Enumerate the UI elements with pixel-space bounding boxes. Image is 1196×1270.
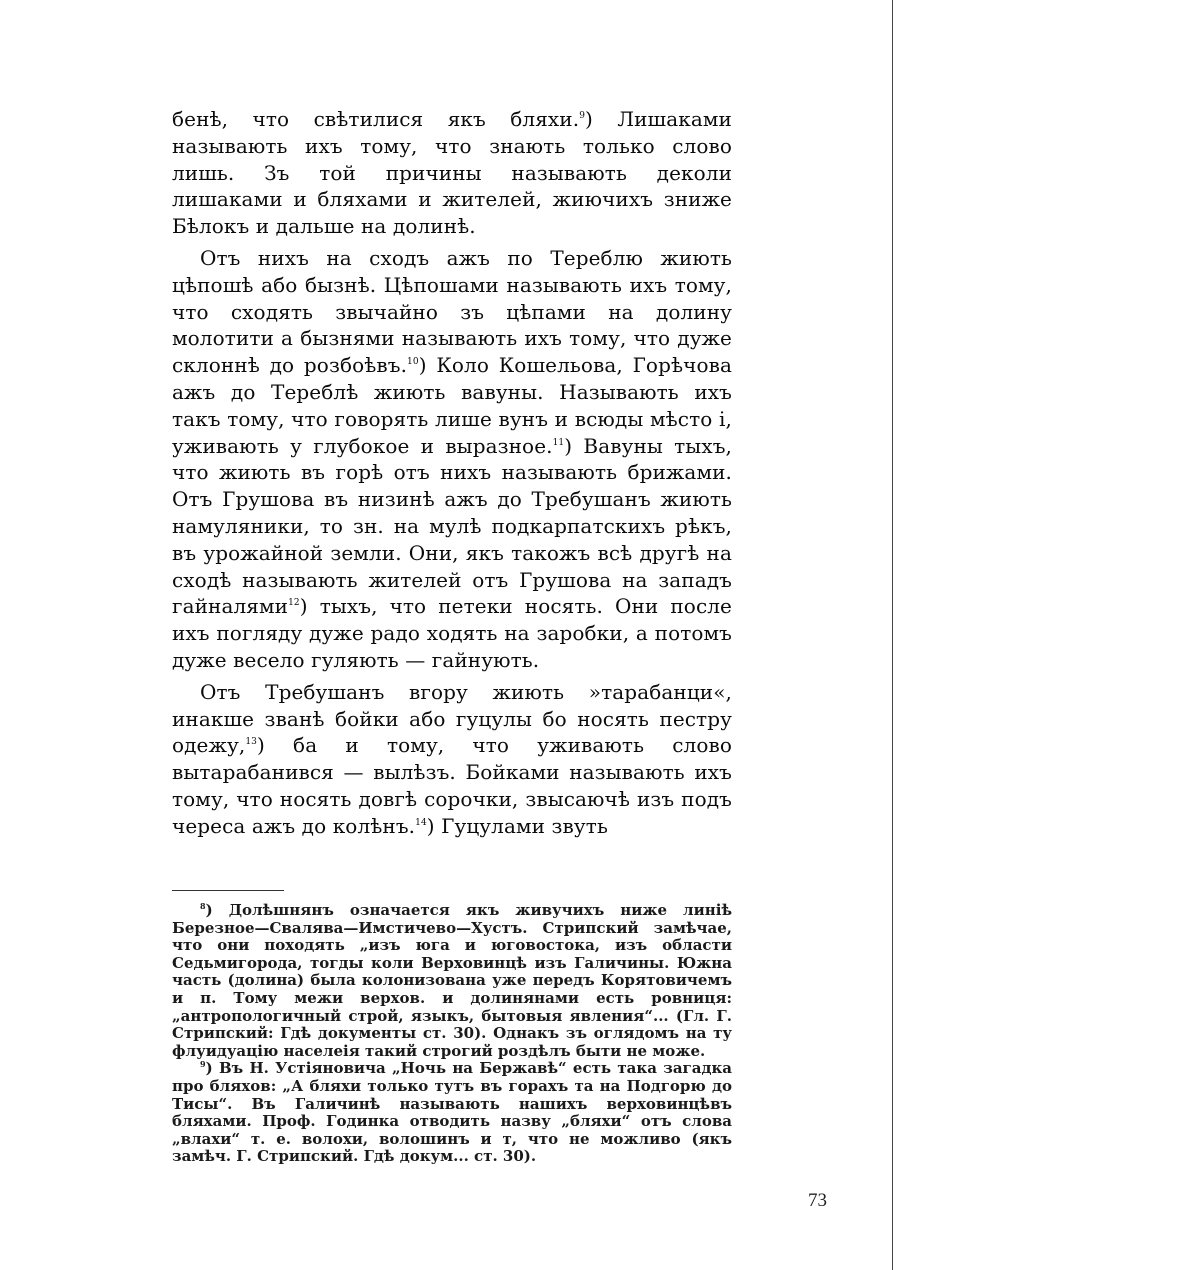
footnote bbox=[172, 902, 732, 1060]
paragraph bbox=[172, 106, 732, 240]
paragraph-text: Отъ Требушанъ вгору жиють »тарабанци«, инакше званѣ бойки або гуцулы бо носять пестру одежу, bbox=[172, 679, 732, 758]
footnote-ref: 13 bbox=[245, 737, 257, 748]
footnote-ref: 9 bbox=[579, 111, 586, 121]
footnote-marker: 9 bbox=[200, 1059, 206, 1070]
footnote-marker: 8 bbox=[200, 901, 206, 911]
paragraph-text: ) Вавуны тыхъ, что жиють въ горѣ отъ нихъ называють брижами. Отъ Грушова въ низинѣ ажъ до Требушанъ жиють намуляники, то зн. на мулѣ подкарпатскихъ рѣкъ, въ урожайной земли. Они, якъ такожъ всѣ другѣ на сходѣ называють жителей отъ Грушова на западъ гайналями bbox=[172, 433, 732, 619]
paragraph-text: ) тыхъ, что петеки носять. Они после ихъ погляду дуже радо ходять на заробки, а потомъ дуже весело гуляють — гайнують. bbox=[172, 594, 732, 672]
footnote-ref: 10 bbox=[407, 357, 419, 368]
page-number: 73 bbox=[808, 1190, 827, 1211]
footnotes bbox=[172, 902, 732, 1166]
paragraph-text: ) Коло Кошельова, Горѣчова ажъ до Тереблѣ жиють вавуны. Называють ихъ такъ тому, что говорять лише вунъ и всюды мѣсто і, уживають у глубокое и выразное. bbox=[172, 353, 732, 458]
footnote-text: ) Въ Н. Устіяновича „Ночь на Бержавѣ“ есть така загадка про бляхов: „А бляхи только тутъ въ горахъ та на Подгорю до Тисы“. Въ Галичинѣ называють нашихъ верховинцѣвъ бляхами. Проф. Годинка отводить назву „бляхи“ отъ слова „влахи“ т. е. волохи, волошинъ и т, что не можливо (якъ замѣч. Г. Стрипский. Гдѣ докум... ст. 30). bbox=[172, 1059, 732, 1166]
footnote-divider bbox=[172, 890, 284, 891]
paragraph-text: ) Лишаками называють ихъ тому, что знають только слово лишь. Зъ той причины называють деколи лишаками и бляхами и жителей, жиючихъ зниже Бѣлокъ и дальше на долинѣ. bbox=[172, 107, 732, 239]
footnote-ref: 11 bbox=[552, 437, 565, 448]
paragraph-text: Отъ нихъ на сходъ ажъ по Тереблю жиють цѣпошѣ або бызнѣ. Цѣпошами называють ихъ тому, что сходять звычайно зъ цѣпами на долину молотити а бызнями называють ихъ тому, что дуже склоннѣ до розбоѣвъ. bbox=[172, 245, 732, 378]
paragraph-text: ) Гуцулами звуть bbox=[426, 813, 608, 838]
footnote-text: ) Долѣшнянъ означается якъ живучихъ ниже линіѣ Березное—Свалява—Имстичево—Хустъ. Стрипский замѣчае, что они походять „изъ юга и юговостока, изъ области Седьмигорода, тогды коли Верховинцѣ изъ Галичины. Южна часть (долина) была колонизована уже передъ Корятовичемъ и п. Тому межи верхов. и долинянами есть ровниця: „антропологичный строй, языкъ, бытовыя явления“... (Гл. Г. Стрипский: Гдѣ документы ст. 30). Однакъ зъ оглядомъ на ту флуидуацію наcелеiя такий строгий роздѣлъ быти не може. bbox=[172, 901, 732, 1060]
footnote-ref: 14 bbox=[415, 817, 427, 828]
footnote bbox=[172, 1060, 732, 1166]
footnote-ref: 12 bbox=[288, 598, 300, 609]
paragraph bbox=[172, 245, 732, 674]
paragraph-text: ) ба и тому, что уживають слово вытарабанився — вылѣзъ. Бойками называють ихъ тому, что носять довгѣ сорочки, звысаючѣ изъ подъ череса ажъ до колѣнъ. bbox=[172, 733, 732, 838]
paragraph bbox=[172, 679, 732, 840]
paragraph-text: бенѣ, что свѣтилися якъ бляхи. bbox=[172, 107, 580, 131]
